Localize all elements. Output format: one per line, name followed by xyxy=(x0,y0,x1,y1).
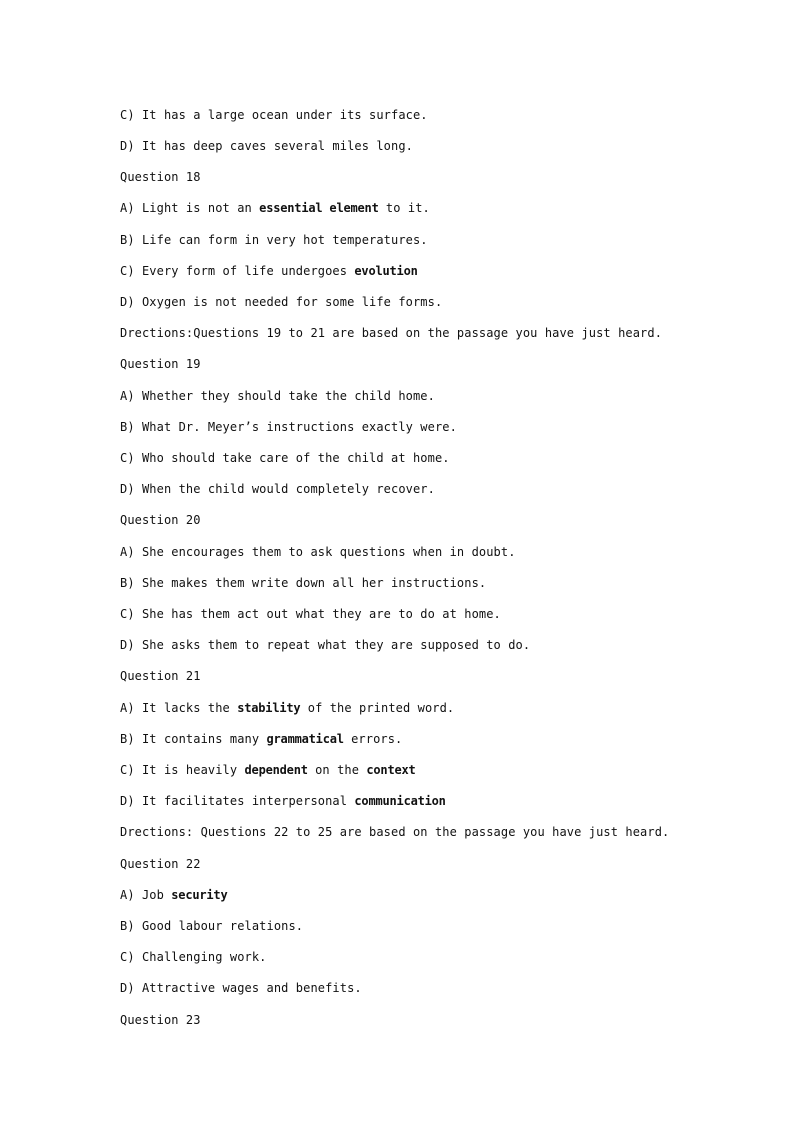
option-21b: B) It contains many grammatical errors. xyxy=(120,732,403,746)
question-22-heading: Question 22 xyxy=(120,857,201,871)
option-21c: C) It is heavily dependent on the context xyxy=(120,763,416,777)
option-21d: D) It facilitates interpersonal communication xyxy=(120,794,446,808)
option-19c: C) Who should take care of the child at home. xyxy=(120,451,450,465)
option-20b: B) She makes them write down all her instructions. xyxy=(120,576,487,590)
option-19b: B) What Dr. Meyer’s instructions exactly were. xyxy=(120,420,457,434)
option-17d: D) It has deep caves several miles long. xyxy=(120,139,413,153)
option-22a: A) Job security xyxy=(120,888,228,902)
option-18b: B) Life can form in very hot temperatures. xyxy=(120,233,428,247)
option-18a: A) Light is not an essential element to it. xyxy=(120,201,430,215)
option-19a: A) Whether they should take the child home. xyxy=(120,389,435,403)
option-18c: C) Every form of life undergoes evolution xyxy=(120,264,418,278)
option-22b: B) Good labour relations. xyxy=(120,919,304,933)
option-20a: A) She encourages them to ask questions when in doubt. xyxy=(120,545,516,559)
directions-19-21: Drections:Questions 19 to 21 are based on the passage you have just heard. xyxy=(120,326,663,340)
option-18d: D) Oxygen is not needed for some life forms. xyxy=(120,295,443,309)
question-20-heading: Question 20 xyxy=(120,513,201,527)
question-21-heading: Question 21 xyxy=(120,669,201,683)
option-22c: C) Challenging work. xyxy=(120,950,267,964)
option-17c: C) It has a large ocean under its surface. xyxy=(120,108,428,122)
question-18-heading: Question 18 xyxy=(120,170,201,184)
option-19d: D) When the child would completely recover. xyxy=(120,482,435,496)
option-22d: D) Attractive wages and benefits. xyxy=(120,981,362,995)
option-20c: C) She has them act out what they are to do at home. xyxy=(120,607,501,621)
directions-22-25: Drections: Questions 22 to 25 are based on the passage you have just heard. xyxy=(120,825,670,839)
question-19-heading: Question 19 xyxy=(120,357,201,371)
question-23-heading: Question 23 xyxy=(120,1013,201,1027)
option-20d: D) She asks them to repeat what they are supposed to do. xyxy=(120,638,531,652)
option-21a: A) It lacks the stability of the printed word. xyxy=(120,701,455,715)
